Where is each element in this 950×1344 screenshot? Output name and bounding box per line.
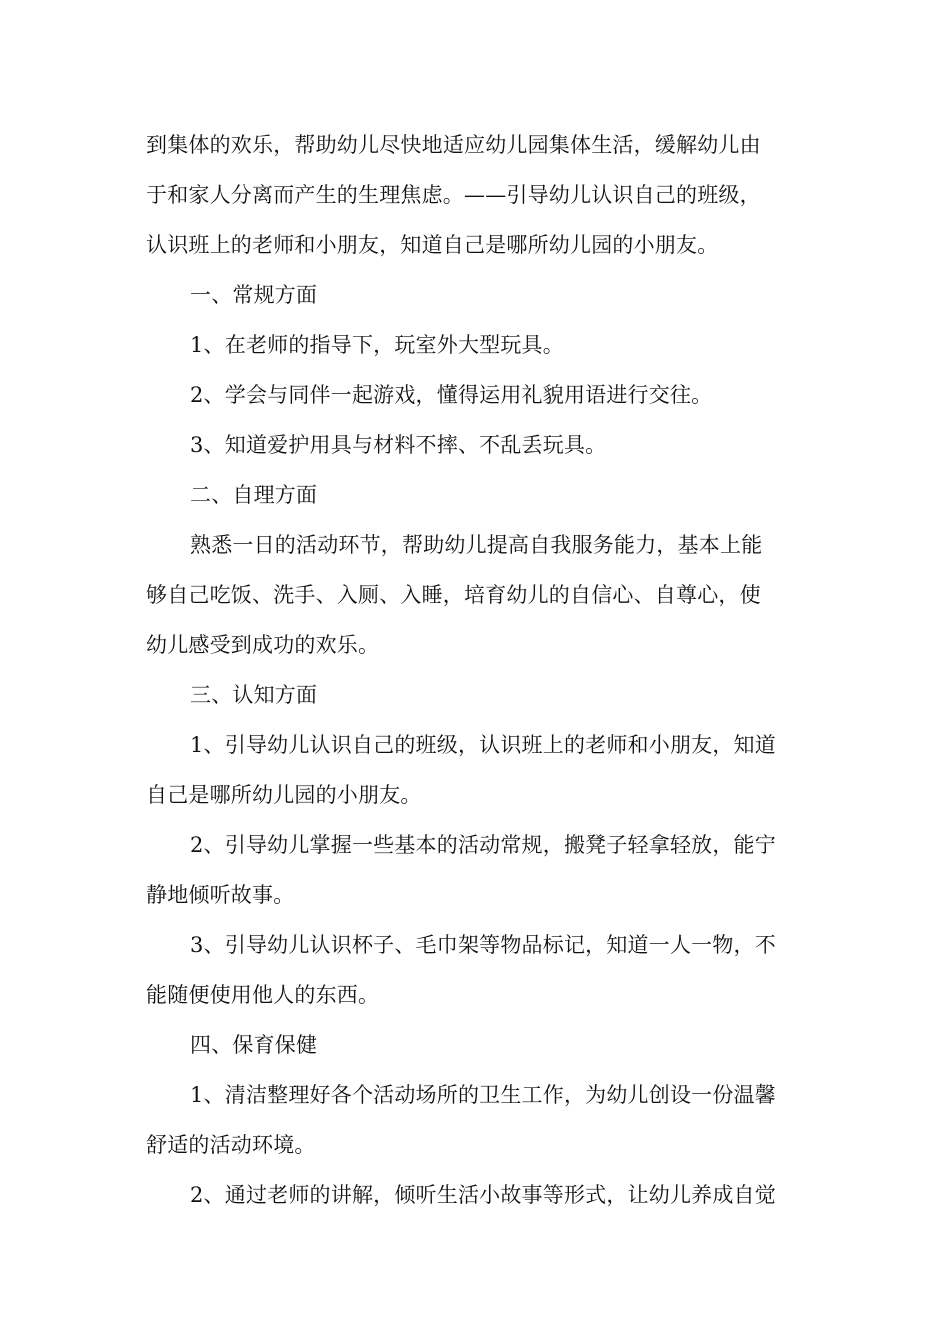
section-heading-routine: 一、常规方面 bbox=[190, 283, 318, 307]
text-line: 幼儿感受到成功的欢乐。 bbox=[146, 633, 380, 657]
list-item: 2、学会与同伴一起游戏，懂得运用礼貌用语进行交往。 bbox=[190, 383, 713, 407]
list-item: 2、通过老师的讲解，倾听生活小故事等形式，让幼儿养成自觉 bbox=[190, 1183, 776, 1207]
text-line: 熟悉一日的活动环节，帮助幼儿提高自我服务能力，基本上能 bbox=[190, 533, 763, 557]
text-line: 够自己吃饭、洗手、入厕、入睡，培育幼儿的自信心、自尊心，使 bbox=[146, 583, 761, 607]
document-page bbox=[146, 133, 806, 1233]
list-item: 1、引导幼儿认识自己的班级，认识班上的老师和小朋友，知道 bbox=[190, 733, 776, 757]
text-line: 于和家人分离而产生的生理焦虑。——引导幼儿认识自己的班级， bbox=[146, 183, 761, 207]
section-heading-self-care: 二、自理方面 bbox=[190, 483, 318, 507]
list-item: 1、清洁整理好各个活动场所的卫生工作，为幼儿创设一份温馨 bbox=[190, 1083, 776, 1107]
list-item: 3、引导幼儿认识杯子、毛巾架等物品标记，知道一人一物，不 bbox=[190, 933, 776, 957]
section-heading-cognition: 三、认知方面 bbox=[190, 683, 318, 707]
section-heading-health-care: 四、保育保健 bbox=[190, 1033, 318, 1057]
text-line: 静地倾听故事。 bbox=[146, 883, 295, 907]
list-item: 1、在老师的指导下，玩室外大型玩具。 bbox=[190, 333, 564, 357]
text-line: 自己是哪所幼儿园的小朋友。 bbox=[146, 783, 422, 807]
text-line: 到集体的欢乐，帮助幼儿尽快地适应幼儿园集体生活，缓解幼儿由 bbox=[146, 133, 761, 157]
text-line: 能随便使用他人的东西。 bbox=[146, 983, 380, 1007]
text-line: 认识班上的老师和小朋友，知道自己是哪所幼儿园的小朋友。 bbox=[146, 233, 719, 257]
text-line: 舒适的活动环境。 bbox=[146, 1133, 316, 1157]
list-item: 2、引导幼儿掌握一些基本的活动常规，搬凳子轻拿轻放，能宁 bbox=[190, 833, 776, 857]
list-item: 3、知道爱护用具与材料不摔、不乱丢玩具。 bbox=[190, 433, 607, 457]
